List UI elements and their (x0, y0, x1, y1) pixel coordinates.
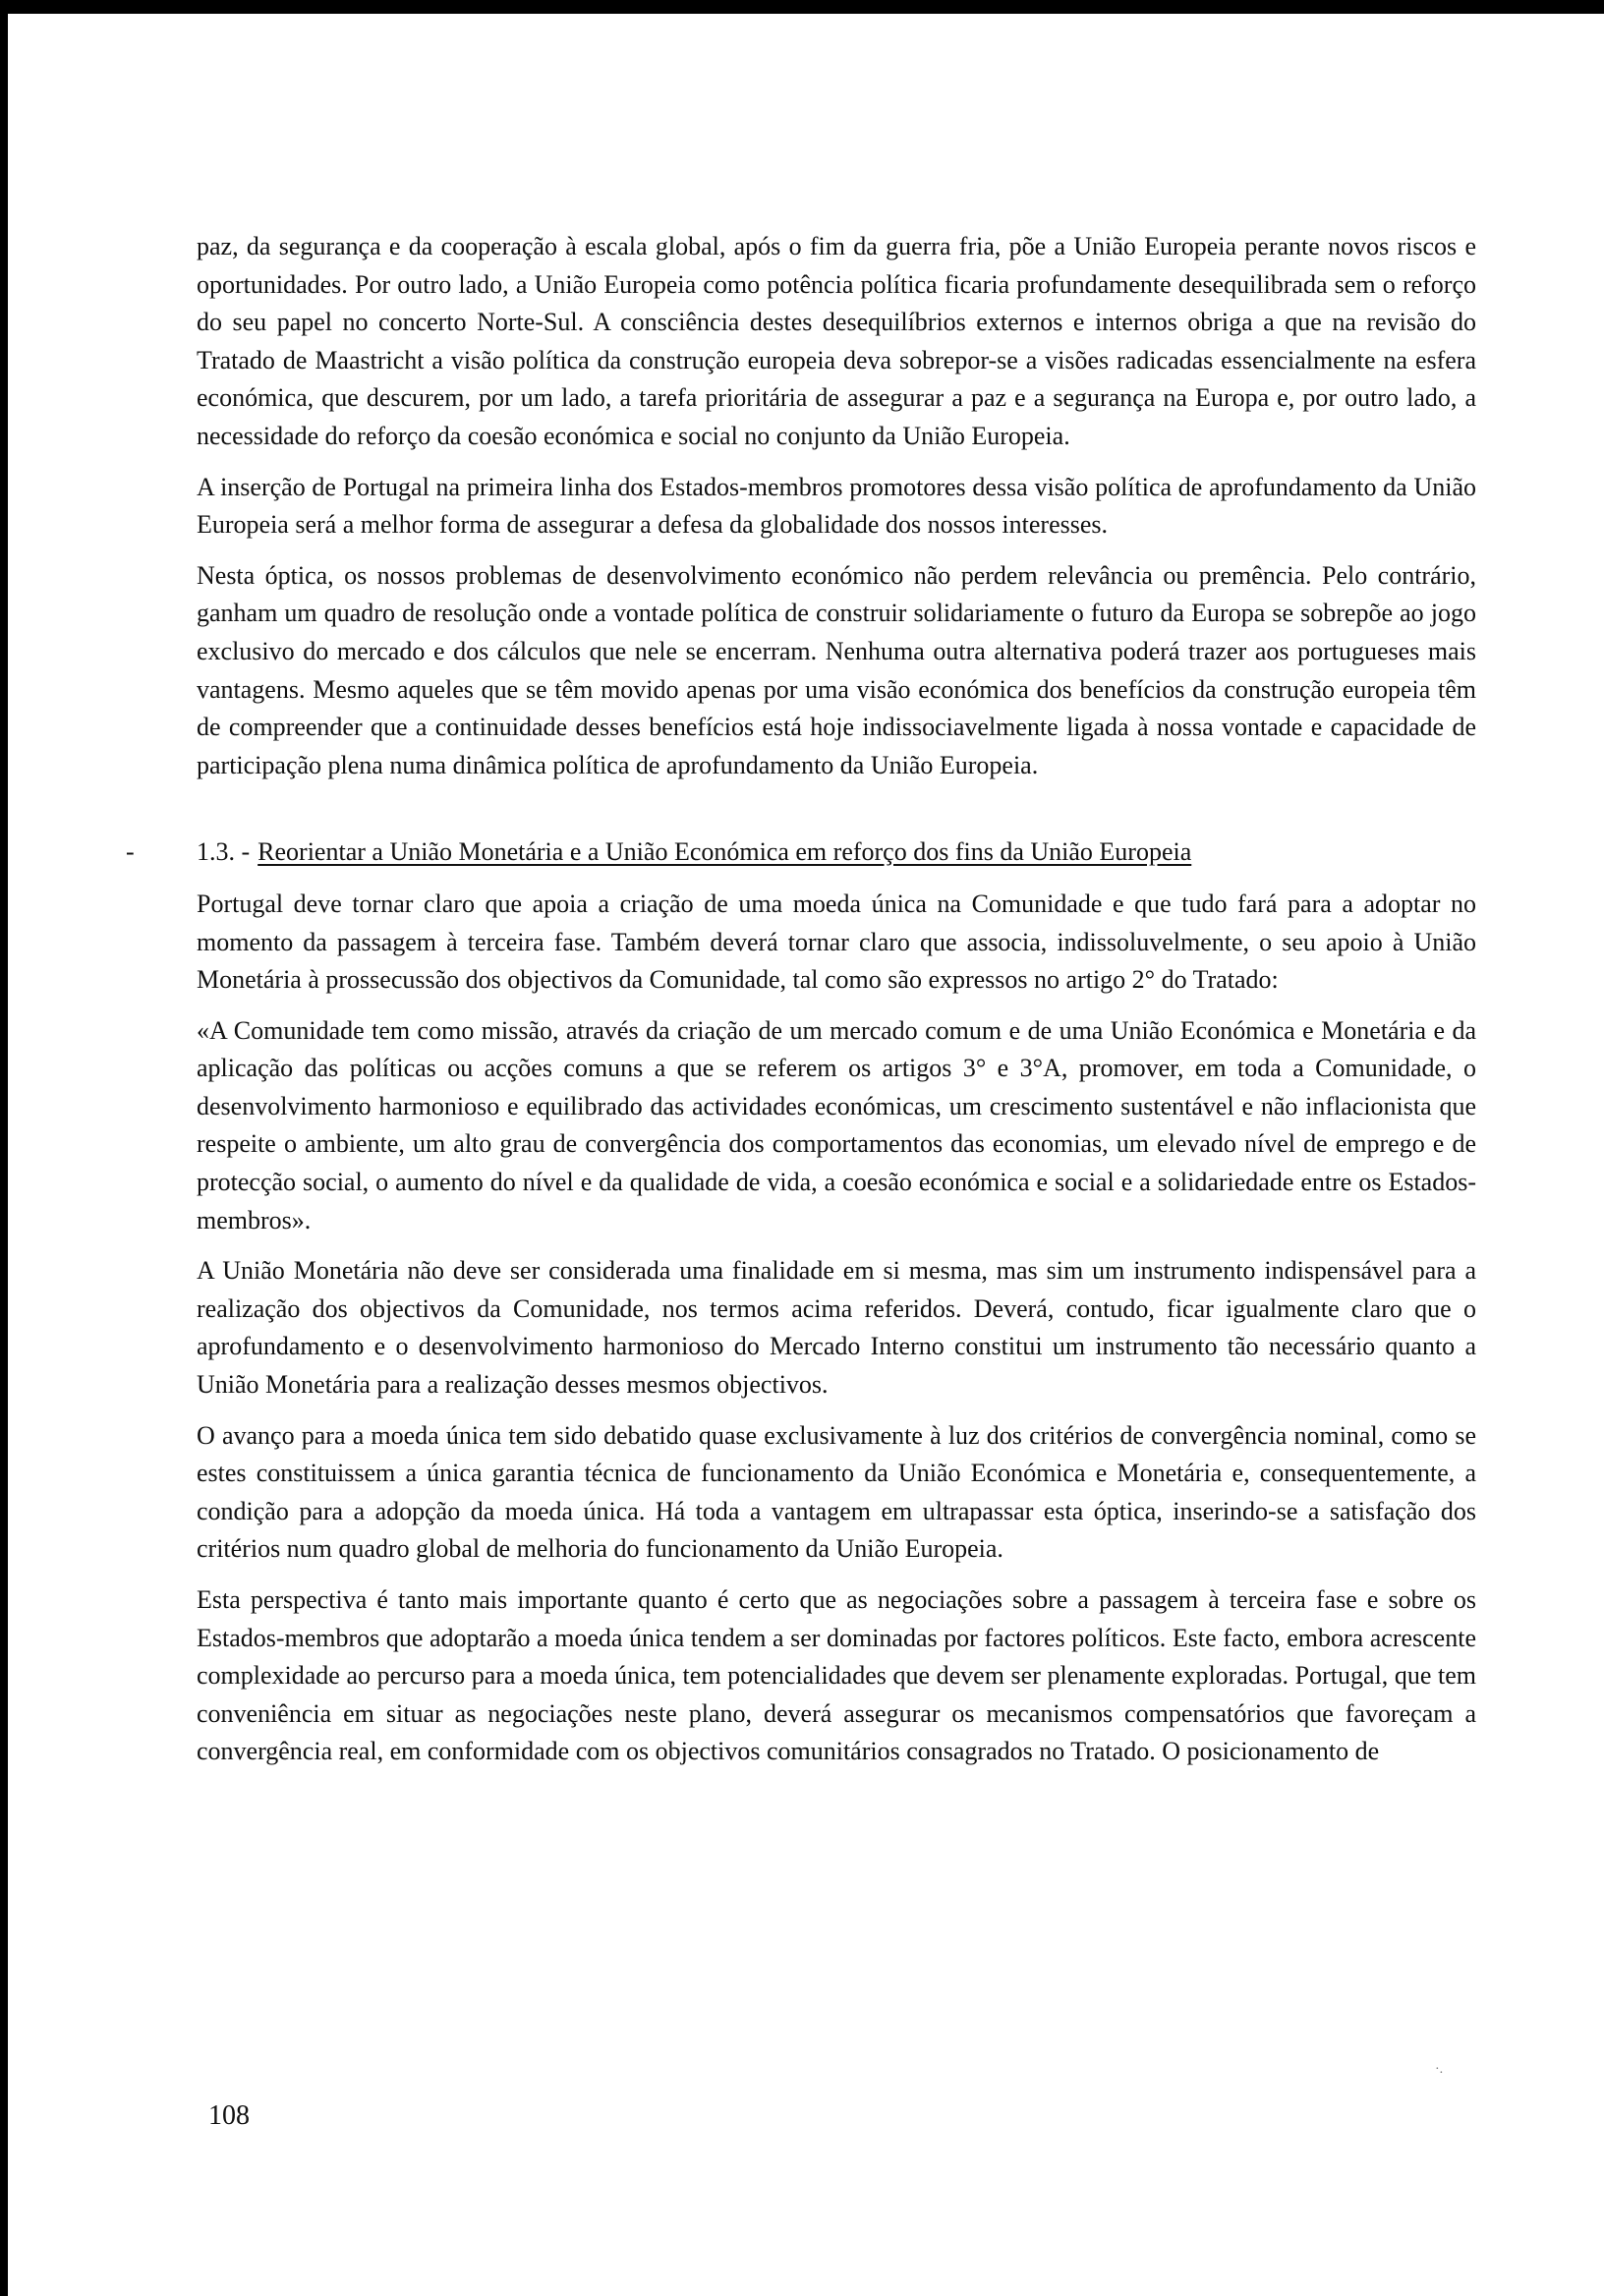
paragraph-perspectiva: Esta perspectiva é tanto mais importante quanto é certo que as negociações sobre a passagem à terceira fase e sobre os Estados-membros que adoptarão a moeda única tendem a ser dominadas por factores políticos. Este facto, embora acrescente complexidade ao percurso para a moeda única, tem potencialidades que devem ser plenamente exploradas. Portugal, que tem conveniência em situar as negociações neste plano, deverá assegurar os mecanismos compensatórios que favoreçam a convergência real, em conformidade com os objectivos comunitários consagrados no Tratado. O posicionamento de (197, 1585, 1476, 1766)
paragraph-moeda-unica: Portugal deve tornar claro que apoia a criação de uma moeda única na Comunidade e que tudo fará para a adoptar no momento da passagem à terceira fase. Também deverá tornar claro que associa, indissoluvelmente, o seu apoio à União Monetária à prossecussão dos objectivos da Comunidade, tal como são expressos no artigo 2° do Tratado: (197, 889, 1476, 995)
paragraph-paz-seguranca: paz, da segurança e da cooperação à escala global, após o fim da guerra fria, põe a União Europeia perante novos riscos e oportunidades. Por outro lado, a União Europeia como potência política ficaria profundamente desequilibrada sem o reforço do seu papel no concerto Norte-Sul. A consciência destes desequilíbrios externos e internos obriga a que na revisão do Tratado de Maastricht a visão política da construção europeia deva sobrepor-se a visões radicadas essencialmente na esfera económica, que descurem, por um lado, a tarefa prioritária de assegurar a paz e a segurança na Europa e, por outro lado, a necessidade do reforço da coesão económica e social no conjunto da União Europeia. (197, 232, 1476, 450)
paragraph-insercao-portugal: A inserção de Portugal na primeira linha dos Estados-membros promotores dessa visão política de aprofundamento da União Europeia será a melhor forma de assegurar a defesa da globalidade dos nossos interesses. (197, 472, 1476, 540)
paragraph-nesta-optica: Nesta óptica, os nossos problemas de desenvolvimento económico não perdem relevância ou premência. Pelo contrário, ganham um quadro de resolução onde a vontade política de construir solidariamente o futuro da Europa se sobrepõe ao jogo exclusivo do mercado e dos cálculos que nele se encerram. Nenhuma outra alternativa poderá trazer aos portugueses mais vantagens. Mesmo aqueles que se têm movido apenas por uma visão económica dos benefícios da construção europeia têm de compreender que a continuidade desses benefícios está hoje indissociavelmente ligada à nossa vontade e capacidade de participação plena numa dinâmica política de aprofundamento da União Europeia. (197, 560, 1476, 779)
paragraph-avanco-moeda: O avanço para a moeda única tem sido debatido quase exclusivamente à luz dos critérios de convergência nominal, como se estes constituissem a única garantia técnica de funcionamento da União Económica e Monetária e, consequentemente, a condição para a adopção da moeda única. Há toda a vantagem em ultrapassar esta óptica, inserindo-se a satisfação dos critérios num quadro global de melhoria do funcionamento da União Europeia. (197, 1420, 1476, 1564)
section-number: 1.3. - (197, 837, 251, 867)
margin-bullet: - (126, 837, 135, 867)
section-heading (126, 833, 1476, 872)
scan-border-left (0, 0, 8, 2296)
paragraph-quote-artigo-2: «A Comunidade tem como missão, através da criação de um mercado comum e de uma União Económica e Monetária e da aplicação das políticas ou acções comuns a que se referem os artigos 3° e 3°A, promover, em toda a Comunidade, o desenvolvimento harmonioso e equilibrado das actividades económicas, um crescimento sustentável e não inflacionista que respeite o ambiente, um alto grau de convergência dos comportamentos das economias, um elevado nível de emprego e de protecção social, o aumento do nível e da qualidade de vida, a coesão económica e social e a solidariedade entre os Estados-membros». (197, 1015, 1476, 1234)
section-title: Reorientar a União Monetária e a União Económica em reforço dos fins da União Europeia (258, 837, 1192, 867)
document-page (126, 228, 1476, 1784)
scan-speck: ·. (1435, 2062, 1444, 2077)
paragraph-uniao-monetaria: A União Monetária não deve ser considerada uma finalidade em si mesma, mas sim um instrumento indispensável para a realização dos objectivos da Comunidade, nos termos acima referidos. Deverá, contudo, ficar igualmente claro que o aprofundamento e o desenvolvimento harmonioso do Mercado Interno constitui um instrumento tão necessário quanto a União Monetária para a realização desses mesmos objectivos. (197, 1256, 1476, 1400)
page-number: 108 (208, 2100, 250, 2131)
scan-border-top (0, 0, 1604, 14)
